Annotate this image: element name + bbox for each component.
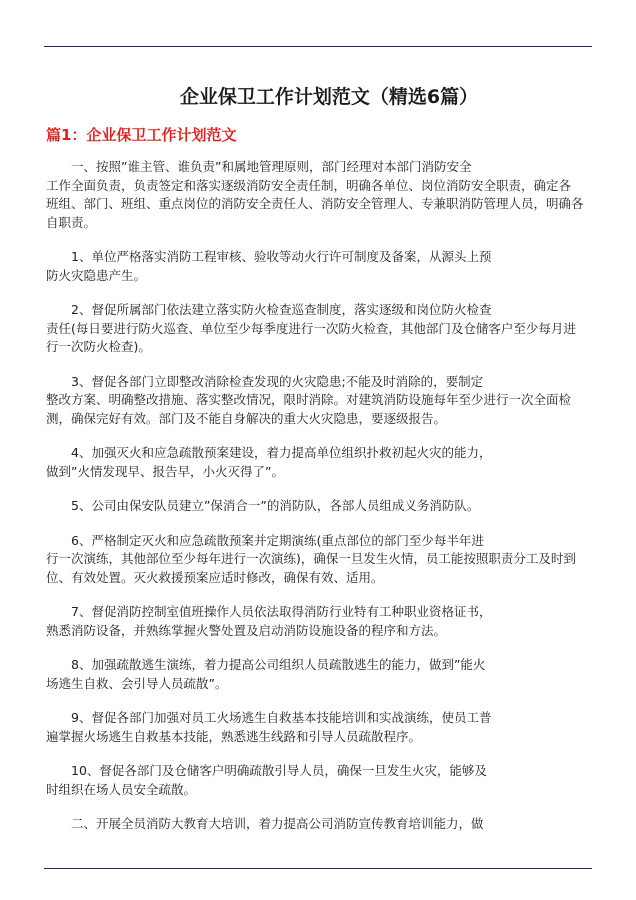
body-paragraph (46, 603, 592, 640)
paragraph-line: 5、公司由保安队员建立”保消合一”的消防队，各部人员组成义务消防队。 (71, 498, 480, 513)
paragraph-line: 责任(每日要进行防火巡查、单位至少每季度进行一次防火检查，其他部门及仓储客户至少每月进 (46, 320, 576, 336)
paragraph-line: 二、开展全员消防大教育大培训，着力提高公司消防宣传教育培训能力，做 (71, 816, 484, 831)
paragraph-line: 10、督促各部门及仓储客户明确疏散引导人员，确保一旦发生火灾，能够及 (71, 763, 487, 778)
paragraph-list (46, 158, 592, 834)
paragraph-line: 防火灾隐患产生。 (46, 267, 147, 283)
paragraph-line: 3、督促各部门立即整改消除检查发现的火灾隐患;不能及时消除的，要制定 (71, 373, 484, 389)
body-paragraph (46, 532, 592, 588)
body-paragraph (46, 373, 592, 429)
paragraph-line: 工作全面负责，负责签定和落实逐级消防安全责任制，明确各单位、岗位消防安全职责，确定各 (46, 177, 572, 193)
paragraph-line: 9、督促各部门加强对员工火场逃生自救基本技能培训和实战演练，使员工普 (71, 710, 492, 725)
body-paragraph (46, 301, 592, 357)
paragraph-line: 测，确保完好有效。部门及不能自身解决的重大火灾隐患，要逐级报告。 (46, 410, 447, 426)
paragraph-line: 整改方案、明确整改措施、落实整改情况，限时消除。对建筑消防设施每年至少进行一次全面检 (46, 392, 572, 407)
body-paragraph (46, 815, 592, 834)
paragraph-line: 8、加强疏散逃生演练，着力提高公司组织人员疏散逃生的能力，做到”能火 (71, 657, 486, 672)
body-paragraph (46, 444, 592, 481)
body-paragraph (46, 762, 592, 799)
paragraph-line: 7、督促消防控制室值班操作人员依法取得消防行业特有工种职业资格证书， (71, 604, 492, 619)
paragraph-line: 场逃生自救、会引导人员疏散”。 (46, 675, 228, 691)
paragraph-line: 班组、部门、班组、重点岗位的消防安全责任人、消防安全管理人、专兼职消防管理人员，明确各 (46, 196, 584, 211)
paragraph-line: 时组织在场人员安全疏散。 (46, 781, 197, 797)
body-paragraph (46, 158, 592, 232)
paragraph-line: 行一次演练，其他部位至少每年进行一次演练)，确保一旦发生火情，员工能按照职责分工及时到 (46, 551, 576, 566)
body-paragraph (46, 248, 592, 285)
paragraph-line: 4、加强灭火和应急疏散预案建设，着力提高单位组织扑救初起火灾的能力， (71, 445, 492, 460)
body-paragraph (46, 656, 592, 693)
paragraph-line: 位、有效处置。灭火救援预案应适时修改，确保有效、适用。 (46, 569, 384, 585)
document-body (46, 84, 592, 850)
body-paragraph (46, 709, 592, 746)
header-rule (44, 46, 592, 47)
paragraph-line: 做到”火情发现早、报告早，小火灭得了”。 (46, 463, 284, 479)
paragraph-line: 2、督促所属部门依法建立落实防火检查巡查制度，落实逐级和岗位防火检查 (71, 302, 492, 317)
paragraph-line: 行一次防火检查)。 (46, 339, 151, 354)
paragraph-line: 自职责。 (46, 214, 97, 230)
document-title: 企业保卫工作计划范文（精选6篇） (179, 86, 479, 108)
paragraph-line: 6、严格制定灭火和应急疏散预案并定期演练(重点部位的部门至少每半年进 (71, 532, 484, 548)
paragraph-line: 遍掌握火场逃生自救基本技能，熟悉逃生线路和引导人员疏散程序。 (46, 728, 422, 744)
paragraph-line: 一、按照”谁主管、谁负责”和属地管理原则，部门经理对本部门消防安全 (71, 159, 472, 174)
paragraph-line: 熟悉消防设备，并熟练掌握火警处置及启动消防设施设备的程序和方法。 (46, 622, 447, 638)
footer-rule (44, 868, 592, 869)
section-heading: 篇1：企业保卫工作计划范文 (46, 126, 237, 144)
paragraph-line: 1、单位严格落实消防工程审核、验收等动火行许可制度及备案，从源头上预 (71, 249, 492, 264)
body-paragraph (46, 497, 592, 516)
